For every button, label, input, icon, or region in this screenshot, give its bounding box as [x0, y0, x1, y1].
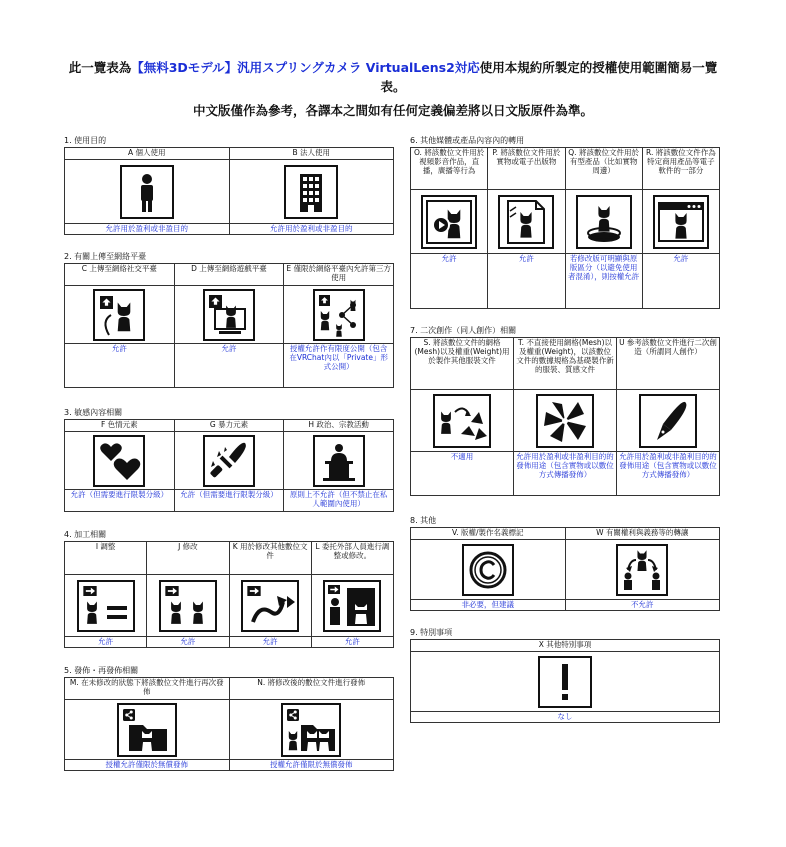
- status-k: 允許: [229, 637, 311, 648]
- col-header-t: T. 不直接使用網格(Mesh)以及權重(Weight)，以該數位文件的數據規格為基礎製作新的服裝、質感文件: [514, 338, 617, 390]
- status-q: 若修改版可明顯與原版區分（以避免使用者混淆），則按權允許: [565, 254, 642, 309]
- section-title: 7. 二次創作（同人創作）相關: [410, 326, 517, 335]
- status-t: 允許用於盈利或非盈利目的的發佈用途（包含實物或以數位方式傳播發佈）: [514, 452, 617, 496]
- header-product-title: 【無料3Dモデル】汎用スプリングカメラ VirtualLens2対応: [131, 60, 480, 75]
- outsource-icon: [323, 580, 381, 632]
- section-title: 2. 有關上傳至網絡平臺: [64, 252, 147, 261]
- col-header-e: E 僅限於網絡平臺內允許第三方使用: [284, 264, 394, 286]
- header-note: 中文版僅作為參考，各譯本之間如有任何定義偏差將以日文版原件為準。: [192, 103, 593, 118]
- col-header-k: K 用於修改其他數位文件: [229, 542, 311, 575]
- col-header-r: R. 將該數位文件作為特定商用產品等電子軟件的一部分: [642, 148, 719, 190]
- section-title: 6. 其他媒體或產品內容內的轉用: [410, 136, 525, 145]
- mesh-reuse-icon: [433, 394, 491, 448]
- col-header-w: W 有關權利與義務等的轉讓: [565, 528, 720, 540]
- podium-icon: [313, 435, 365, 487]
- col-header-m: M. 在未修改的狀態下將該數位文件進行再次發佈: [65, 678, 230, 700]
- texture-icon: [536, 394, 594, 448]
- section-upload-platform: [64, 252, 394, 388]
- status-g: 允許（但需要進行限製分級）: [174, 490, 284, 512]
- col-header-g: G 暴力元素: [174, 420, 284, 432]
- col-header-p: P. 將該數位文件用於實物或電子出版物: [488, 148, 565, 190]
- section-derivative: [410, 326, 720, 496]
- section-title: 4. 加工相關: [64, 530, 107, 539]
- status-m: 授權允許僅限於無償發佈: [65, 760, 230, 771]
- status-w: 不允許: [565, 600, 720, 611]
- distribution-table: [64, 677, 394, 771]
- col-header-v: V. 版權/製作名義標記: [411, 528, 566, 540]
- status-l: 允許: [311, 637, 393, 648]
- col-header-i: I 調整: [65, 542, 147, 575]
- status-p: 允許: [488, 254, 565, 309]
- pen-icon: [639, 394, 697, 448]
- adjust-icon: [77, 580, 135, 632]
- section-title: 8. 其他: [410, 516, 437, 525]
- hearts-icon: [93, 435, 145, 487]
- redistribute-icon: [117, 703, 177, 757]
- status-i: 允許: [65, 637, 147, 648]
- col-header-h: H 政治、宗教活動: [284, 420, 394, 432]
- status-u: 允許用於盈利或非盈利目的的發佈用途（包含實物或以數位方式傳播發佈）: [617, 452, 720, 496]
- status-x: なし: [411, 712, 720, 723]
- knife-icon: [203, 435, 255, 487]
- status-b: 允許用於盈利或非盈目的: [229, 224, 394, 235]
- section-special: [410, 628, 720, 723]
- sensitive-content-table: [64, 419, 394, 512]
- upload-sns-icon: [93, 289, 145, 341]
- col-header-a: A 個人使用: [65, 148, 230, 160]
- header-suffix: 使用本規約所製定的授權使用範圍簡易一覽表。: [380, 60, 718, 94]
- publication-icon: [498, 195, 554, 249]
- status-h: 原則上不允許（但不禁止在私人範圍內使用）: [284, 490, 394, 512]
- col-header-n: N. 將修改後的數位文件進行發佈: [229, 678, 394, 700]
- copyright-icon: [462, 544, 514, 596]
- col-header-q: Q. 將該數位文件用於有型產品（比如實物周邊）: [565, 148, 642, 190]
- section-media-use: [410, 136, 720, 309]
- col-header-x: X 其他特別事項: [411, 640, 720, 652]
- status-d: 允許: [174, 344, 284, 388]
- distribute-modified-icon: [281, 703, 341, 757]
- status-j: 允許: [147, 637, 229, 648]
- section-title: 9. 特別事項: [410, 628, 453, 637]
- status-c: 允許: [65, 344, 175, 388]
- status-f: 允許（但需要進行限製分級）: [65, 490, 175, 512]
- status-o: 允許: [411, 254, 488, 309]
- upload-share-icon: [313, 289, 365, 341]
- media-use-table: [410, 147, 720, 309]
- exclamation-icon: [538, 656, 592, 708]
- status-n: 授權允許僅限於無償發佈: [229, 760, 394, 771]
- col-header-o: O. 將該數位文件用於視頻影音作品，直播，廣播等行為: [411, 148, 488, 190]
- status-v: 非必要，但建議: [411, 600, 566, 611]
- section-title: 1. 使用目的: [64, 136, 107, 145]
- col-header-d: D 上傳至網絡遊戲平臺: [174, 264, 284, 286]
- document-header: [60, 58, 726, 120]
- video-icon: [421, 195, 477, 249]
- modify-icon: [159, 580, 217, 632]
- header-prefix: 此一覽表為: [68, 60, 132, 75]
- usage-purpose-table: [64, 147, 394, 235]
- status-e: 授權允許作有限度公開（包含在VRChat內以「Private」形式公開）: [284, 344, 394, 388]
- col-header-u: U 參考該數位文件進行二次創造（所謂同人創作）: [617, 338, 720, 390]
- col-header-c: C 上傳至網絡社交平臺: [65, 264, 175, 286]
- other-table: [410, 527, 720, 611]
- section-title: 3. 敏感內容相關: [64, 408, 123, 417]
- col-header-b: B 法人使用: [229, 148, 394, 160]
- upload-platform-table: [64, 263, 394, 388]
- upload-game-icon: [203, 289, 255, 341]
- col-header-l: L 委托外部人員進行調整或修改。: [311, 542, 393, 575]
- building-icon: [284, 165, 338, 219]
- section-distribution: [64, 666, 394, 771]
- status-s: 不適用: [411, 452, 514, 496]
- status-a: 允許用於盈利或非盈目的: [65, 224, 230, 235]
- section-usage-purpose: [64, 136, 394, 235]
- col-header-j: J 修改: [147, 542, 229, 575]
- section-sensitive-content: [64, 408, 394, 512]
- status-r: 允許: [642, 254, 719, 309]
- section-processing: [64, 530, 394, 648]
- col-header-s: S. 將該數位文件的網格(Mesh)以及權重(Weight)用於製作其他服裝文件: [411, 338, 514, 390]
- section-title: 5. 發佈・再發佈相關: [64, 666, 139, 675]
- person-icon: [120, 165, 174, 219]
- special-table: [410, 639, 720, 723]
- modify-other-icon: [241, 580, 299, 632]
- figure-icon: [576, 195, 632, 249]
- software-icon: [653, 195, 709, 249]
- col-header-f: F 色情元素: [65, 420, 175, 432]
- derivative-table: [410, 337, 720, 496]
- processing-table: [64, 541, 394, 648]
- section-other: [410, 516, 720, 611]
- transfer-icon: [616, 544, 668, 596]
